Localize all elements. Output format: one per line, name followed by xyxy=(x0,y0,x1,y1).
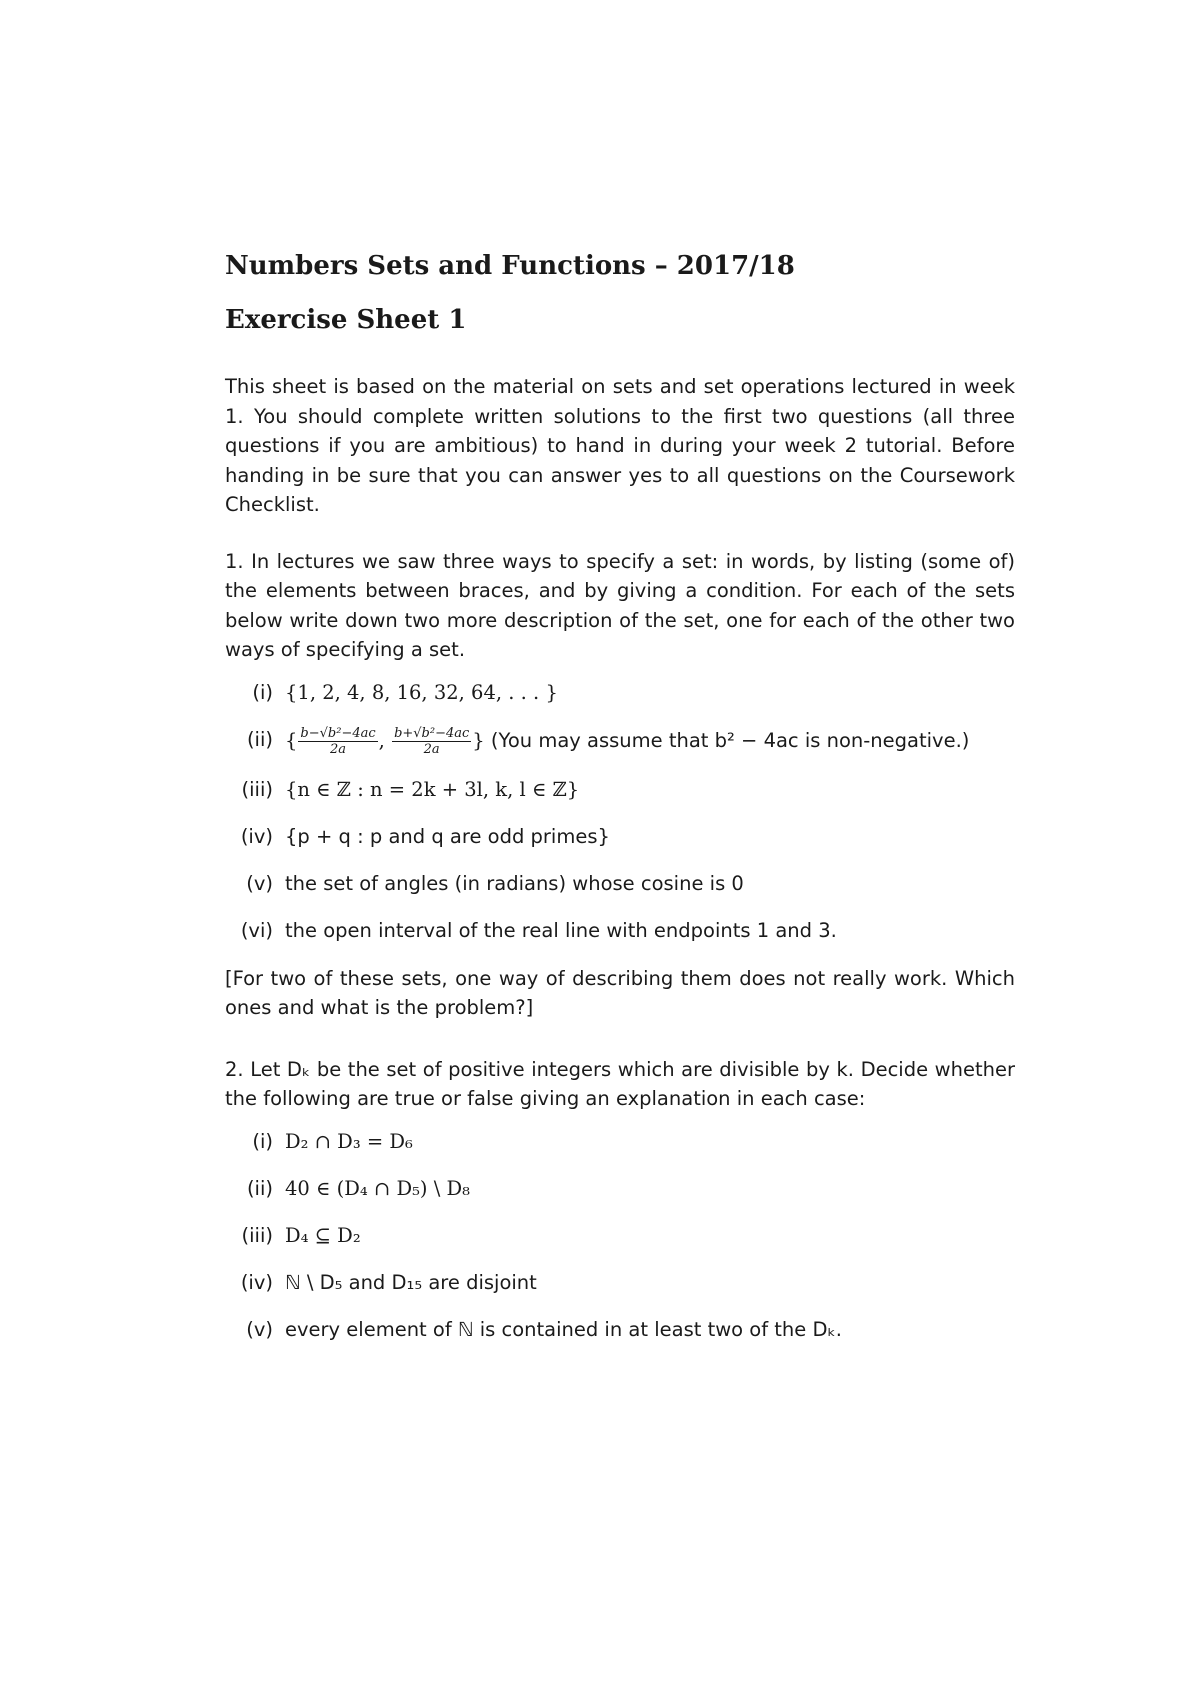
question-2-item xyxy=(225,1269,1015,1297)
item-expression: D₂ ∩ D₃ = D₆ xyxy=(285,1129,413,1153)
question-1-item xyxy=(225,870,1015,898)
item-label: (iii) xyxy=(241,1223,273,1247)
page-subtitle: Exercise Sheet 1 xyxy=(225,305,467,335)
item-expression: {n ∈ ℤ : n = 2k + 3l, k, l ∈ ℤ} xyxy=(285,777,580,801)
item-expression: D₄ ⊆ D₂ xyxy=(285,1223,361,1247)
item-label: (i) xyxy=(252,1129,273,1153)
question-2-items xyxy=(225,1128,1015,1344)
question-1-item xyxy=(225,823,1015,851)
fraction-denominator: 2a xyxy=(330,741,347,757)
fraction-numerator: b+√b²−4ac xyxy=(394,725,470,741)
question-2-item xyxy=(225,1175,1015,1203)
intro-paragraph: This sheet is based on the material on sets and set operations lectured in week 1. You should complete written solutions to the first two questions (all three questions if you are ambitious) to hand in during your week 2 tutorial. Before handing in be sure that you can answer yes to all questions on the Coursework Checklist. xyxy=(225,375,1015,516)
item-expression: the open interval of the real line with endpoints 1 and 3. xyxy=(285,918,837,942)
close-brace: } xyxy=(472,728,485,752)
question-1-footnote: [For two of these sets, one way of describing them does not really work. Which ones and what is the problem?] xyxy=(225,966,1015,1019)
item-label: (ii) xyxy=(246,1176,273,1200)
item-expression: the set of angles (in radians) whose cosine is 0 xyxy=(285,871,744,895)
question-1-item xyxy=(225,917,1015,945)
question-2-item xyxy=(225,1316,1015,1344)
item-label: (iii) xyxy=(241,777,273,801)
question-2-item xyxy=(225,1128,1015,1156)
item-note: (You may assume that b² − 4ac is non-negative.) xyxy=(490,728,970,752)
item-label: (iv) xyxy=(240,824,273,848)
item-label: (iv) xyxy=(240,1270,273,1294)
item-expression: {p + q : p and q are odd primes} xyxy=(285,824,610,848)
item-expression: 40 ∈ (D₄ ∩ D₅) \ D₈ xyxy=(285,1176,470,1200)
item-expression: every element of ℕ is contained in at least two of the Dₖ. xyxy=(285,1317,843,1341)
item-expression: ℕ \ D₅ and D₁₅ are disjoint xyxy=(285,1270,537,1294)
fraction-plus xyxy=(392,726,471,757)
question-2-item xyxy=(225,1222,1015,1250)
question-1-items xyxy=(225,679,1015,945)
page-title: Numbers Sets and Functions – 2017/18 xyxy=(225,251,795,281)
fraction-denominator: 2a xyxy=(423,741,440,757)
item-label: (vi) xyxy=(240,918,273,942)
question-1-text: 1. In lectures we saw three ways to specify a set: in words, by listing (some of) the elements between braces, and by giving a condition. For each of the sets below write down two more description of the set, one for each of the other two ways of specifying a set. xyxy=(225,549,1015,661)
question-1-item xyxy=(225,679,1015,707)
fraction-numerator: b−√b²−4ac xyxy=(300,725,376,741)
question-1-item xyxy=(225,776,1015,804)
item-label: (v) xyxy=(246,871,273,895)
fraction-minus xyxy=(298,726,377,757)
comma: , xyxy=(378,728,385,752)
question-1-item xyxy=(225,726,1015,757)
item-label: (v) xyxy=(246,1317,273,1341)
item-expression: {1, 2, 4, 8, 16, 32, 64, . . . } xyxy=(285,680,558,704)
item-label: (i) xyxy=(252,680,273,704)
exercise-sheet xyxy=(225,250,1015,1363)
open-brace: { xyxy=(285,728,298,752)
item-label: (ii) xyxy=(246,727,273,751)
question-2-text: 2. Let Dₖ be the set of positive integers which are divisible by k. Decide whether the following are true or false giving an explanation in each case: xyxy=(225,1057,1015,1110)
